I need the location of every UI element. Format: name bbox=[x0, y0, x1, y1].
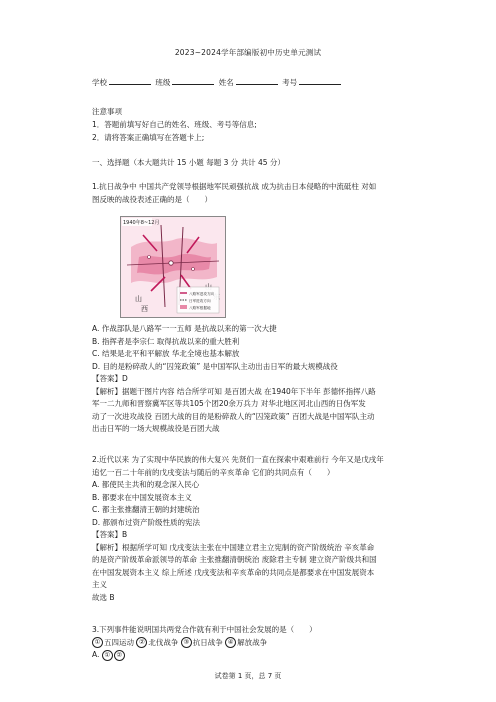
q1-analysis-line: 【解析】据题干图片内容 结合所学可知 是百团大战 在1940年下半年 彭德怀指挥八路 bbox=[92, 386, 376, 396]
map-date: 1940年8~12月 bbox=[123, 220, 160, 226]
battle-map bbox=[120, 216, 226, 318]
circled-number-icon: ④ bbox=[225, 637, 236, 648]
q2-analysis-line: 主义 bbox=[92, 580, 107, 589]
question-3 bbox=[92, 624, 408, 662]
circled-number-icon: ② bbox=[114, 650, 125, 661]
q1-stem-line: 1.抗日战争中 中国共产党领导根据地军民顽强抗战 成为抗击日本侵略的中流砥柱 对如 bbox=[92, 182, 377, 191]
q1-stem-line: 图反映的战役表述正确的是（ ） bbox=[92, 194, 212, 204]
school-blank[interactable] bbox=[109, 78, 151, 85]
student-info-row bbox=[92, 77, 343, 88]
name-label: 姓名 bbox=[218, 78, 234, 87]
map-label: 山 bbox=[135, 295, 142, 303]
question-2 bbox=[92, 454, 408, 604]
exam-no-blank[interactable] bbox=[299, 78, 341, 85]
legend-item: 日军进攻方向 bbox=[189, 299, 211, 303]
circled-number-icon: ③ bbox=[181, 637, 192, 648]
q1-option-a[interactable]: A. 作战部队是八路军一一五师 是抗战以来的第一次大捷 bbox=[92, 324, 277, 333]
q1-option-c[interactable]: C. 结果是北平和平解放 华北全境也基本解放 bbox=[92, 349, 240, 358]
q2-analysis-line: 在中国发展资本主义 综上所述 戊戌变法和辛亥革命的共同点是都要求在中国发展资本 bbox=[92, 567, 375, 577]
circled-number-icon: ① bbox=[102, 650, 113, 661]
q1-analysis-line: 动了一次进攻战役 百团大战的目的是粉碎敌人的“囚笼政策” 百团大战是中国军队主动 bbox=[92, 411, 375, 421]
legend-item: 八路军根据地 bbox=[189, 306, 211, 310]
q1-answer: 【答案】D bbox=[92, 374, 128, 383]
notice-item: 1．答题前填写好自己的姓名、班级、考号等信息; bbox=[92, 120, 257, 129]
question-1-stem bbox=[92, 181, 408, 206]
section-title: 一、选择题（本大题共计 15 小题 每题 3 分 共计 45 分） bbox=[92, 158, 285, 167]
q2-answer: 【答案】B bbox=[92, 530, 128, 539]
legend-swatch bbox=[180, 305, 187, 309]
q2-option-c[interactable]: C. 都主张推翻清王朝的封建统治 bbox=[92, 505, 200, 514]
q3-option-a[interactable] bbox=[92, 649, 408, 662]
q1-analysis-line: 军一二九师和晋察冀军区等共105个团20余万兵力 对华北地区河北山西的日伪军发 bbox=[92, 399, 366, 408]
notice-block bbox=[92, 105, 257, 144]
notice-heading: 注意事项 bbox=[92, 107, 122, 116]
circled-number-icon: ① bbox=[92, 637, 103, 648]
page-footer: 试卷第 1 页，总 7 页 bbox=[214, 672, 282, 680]
school-label: 学校 bbox=[92, 78, 107, 87]
q2-option-b[interactable]: B. 都要求在中国发展资本主义 bbox=[92, 492, 192, 502]
q1-analysis-line: 出击日军的一场大规模战役是百团大战 bbox=[92, 424, 220, 433]
circled-number-icon: ② bbox=[136, 637, 147, 648]
q2-stem-line: 2.近代以来 为了实现中华民族的伟大复兴 先贤们一直在探索中艰难前行 今年又是戊戌年 bbox=[92, 455, 384, 464]
q2-analysis-line: 的是资产阶级革命派领导的革命 主张推翻清朝统治 废除君主专制 建立资产阶级共和国 bbox=[92, 555, 377, 564]
q3-item: 解放战争 bbox=[237, 637, 268, 647]
q2-analysis-line: 【解析】根据所学可知 戊戌变法主张在中国建立君主立宪制的资产阶级统治 辛亥革命 bbox=[92, 542, 375, 552]
page-title: 2023~2024学年部编版初中历史单元测试 bbox=[174, 48, 322, 57]
q3-item: 五四运动 bbox=[104, 637, 134, 647]
q2-analysis-line: 故选 B bbox=[92, 592, 115, 602]
notice-item: 2．请将答案正确填写在答题卡上; bbox=[92, 133, 205, 142]
q3-stem: 3.下列事件能说明国共两党合作就有利于中国社会发展的是（ ） bbox=[92, 625, 317, 634]
map-label: 西 bbox=[141, 305, 148, 313]
q2-stem-line: 追忆一百二十年前的戊戌变法与随后的辛亥革命 它们的共同点有（ ） bbox=[92, 467, 335, 477]
map-svg bbox=[121, 217, 225, 317]
name-blank[interactable] bbox=[236, 78, 278, 85]
q2-option-a[interactable]: A. 都使民主共和的观念深入民心 bbox=[92, 480, 200, 489]
legend-item: 八路军进攻方向 bbox=[189, 292, 215, 296]
exam-no-label: 考号 bbox=[282, 78, 298, 87]
q1-option-d[interactable]: D. 目的是粉碎敌人的“囚笼政策” 是中国军队主动出击日军的最大规模战役 bbox=[92, 361, 338, 371]
q3-item: 北伐战争 bbox=[148, 637, 179, 647]
question-1-body bbox=[92, 323, 408, 436]
q3-option-a-prefix: A. bbox=[92, 650, 100, 659]
q3-item: 抗日战争 bbox=[192, 637, 223, 647]
class-blank[interactable] bbox=[172, 78, 214, 85]
q1-option-b[interactable]: B. 指挥者是李宗仁 取得抗战以来的重大胜利 bbox=[92, 336, 240, 346]
q2-option-d[interactable]: D. 都颁布过资产阶级性质的宪法 bbox=[92, 517, 201, 527]
q3-items bbox=[92, 637, 408, 650]
class-label: 班级 bbox=[155, 78, 171, 87]
